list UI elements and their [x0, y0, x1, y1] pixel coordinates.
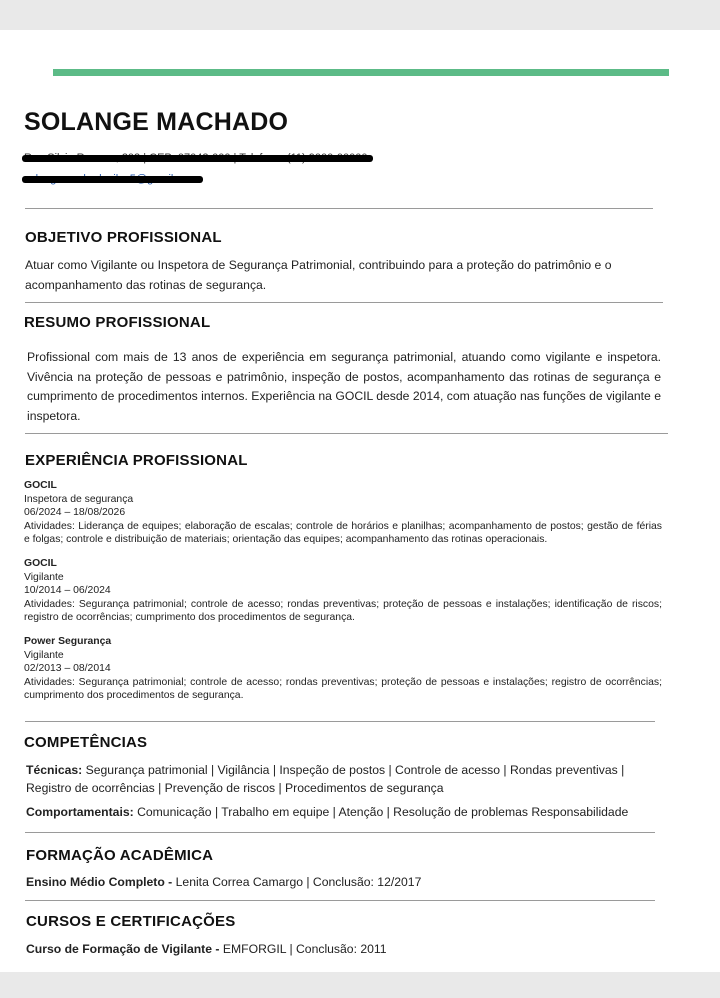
skills-behavioral [26, 803, 658, 821]
job-company: Power Segurança [24, 636, 112, 647]
job-entry [24, 557, 662, 625]
job-entry [24, 479, 662, 547]
course-entry [26, 942, 387, 956]
job-period: 02/2013 – 08/2014 [24, 663, 111, 674]
skills-heading: COMPETÊNCIAS [24, 734, 148, 751]
education-text: Lenita Correa Camargo | Conclusão: 12/2017 [175, 875, 422, 889]
resume-page [0, 30, 720, 972]
education-entry [26, 875, 421, 889]
job-activities: Atividades: Segurança patrimonial; controle de acesso; rondas preventivas; proteção de pessoas e instalações; registro de ocorrências; cumprimento dos procedimentos de segurança. [24, 676, 662, 701]
job-company: GOCIL [24, 480, 57, 491]
divider [25, 433, 668, 434]
job-activities: Atividades: Liderança de equipes; elaboração de escalas; controle de horários e planilhas; acompanhamento de postos; gestão de férias e folgas; controle e distribuição de materiais; orientação das equipes; acompanhamento das rotinas operacionais. [24, 520, 662, 545]
skills-behavioral-list: Comunicação | Trabalho em equipe | Atenção | Resolução de problemas Responsabilidade [137, 805, 629, 819]
job-role: Vigilante [24, 649, 64, 661]
divider [25, 721, 655, 722]
divider [25, 302, 663, 303]
education-heading: FORMAÇÃO ACADÊMICA [26, 847, 214, 864]
contact-email-line[interactable] [24, 173, 197, 185]
skills-technical-label: Técnicas: [26, 763, 83, 777]
accent-bar [53, 69, 669, 76]
contact-address-line [24, 152, 367, 164]
objective-heading: OBJETIVO PROFISSIONAL [25, 229, 222, 246]
skills-technical-list: Segurança patrimonial | Vigilância | Inspeção de postos | Controle de acesso | Rondas preventivas | Registro de ocorrências | Prevenção de riscos | Procedimentos de segurança [26, 763, 625, 795]
job-period: 06/2024 – 18/08/2026 [24, 507, 126, 518]
job-role: Vigilante [24, 571, 64, 583]
course-label: Curso de Formação de Vigilante - [26, 942, 220, 956]
summary-heading: RESUMO PROFISSIONAL [24, 314, 211, 331]
courses-heading: CURSOS E CERTIFICAÇÕES [26, 913, 236, 930]
skills-technical [26, 761, 658, 797]
candidate-name: SOLANGE MACHADO [24, 108, 289, 136]
skills-behavioral-label: Comportamentais: [26, 805, 134, 819]
divider [25, 832, 655, 833]
education-label: Ensino Médio Completo - [26, 875, 173, 889]
divider [25, 900, 655, 901]
job-company: GOCIL [24, 558, 57, 569]
summary-text: Profissional com mais de 13 anos de experiência em segurança patrimonial, atuando como vigilante e inspetora. Vivência na proteção de pessoas e patrimônio, inspeção de postos, acompanhamento das rotinas de segurança e cumprimento de procedimentos internos. Experiência na GOCIL desde 2014, com atuação nas funções de vigilante e inspetora. [27, 350, 661, 423]
redaction-mark [22, 176, 203, 183]
divider [25, 208, 653, 209]
redaction-mark [22, 155, 373, 162]
objective-text: Atuar como Vigilante ou Inspetora de Segurança Patrimonial, contribuindo para a proteção do patrimônio e o acompanhamento das rotinas de segurança. [25, 258, 612, 292]
job-entry [24, 635, 662, 703]
job-role: Inspetora de segurança [24, 493, 134, 505]
job-activities: Atividades: Segurança patrimonial; controle de acesso; rondas preventivas; proteção de pessoas e instalações; identificação de riscos; registro de ocorrências; cumprimento dos procedimentos de segurança. [24, 598, 662, 623]
job-period: 10/2014 – 06/2024 [24, 585, 111, 596]
course-text: EMFORGIL | Conclusão: 2011 [222, 942, 387, 956]
experience-heading: EXPERIÊNCIA PROFISSIONAL [25, 452, 248, 469]
